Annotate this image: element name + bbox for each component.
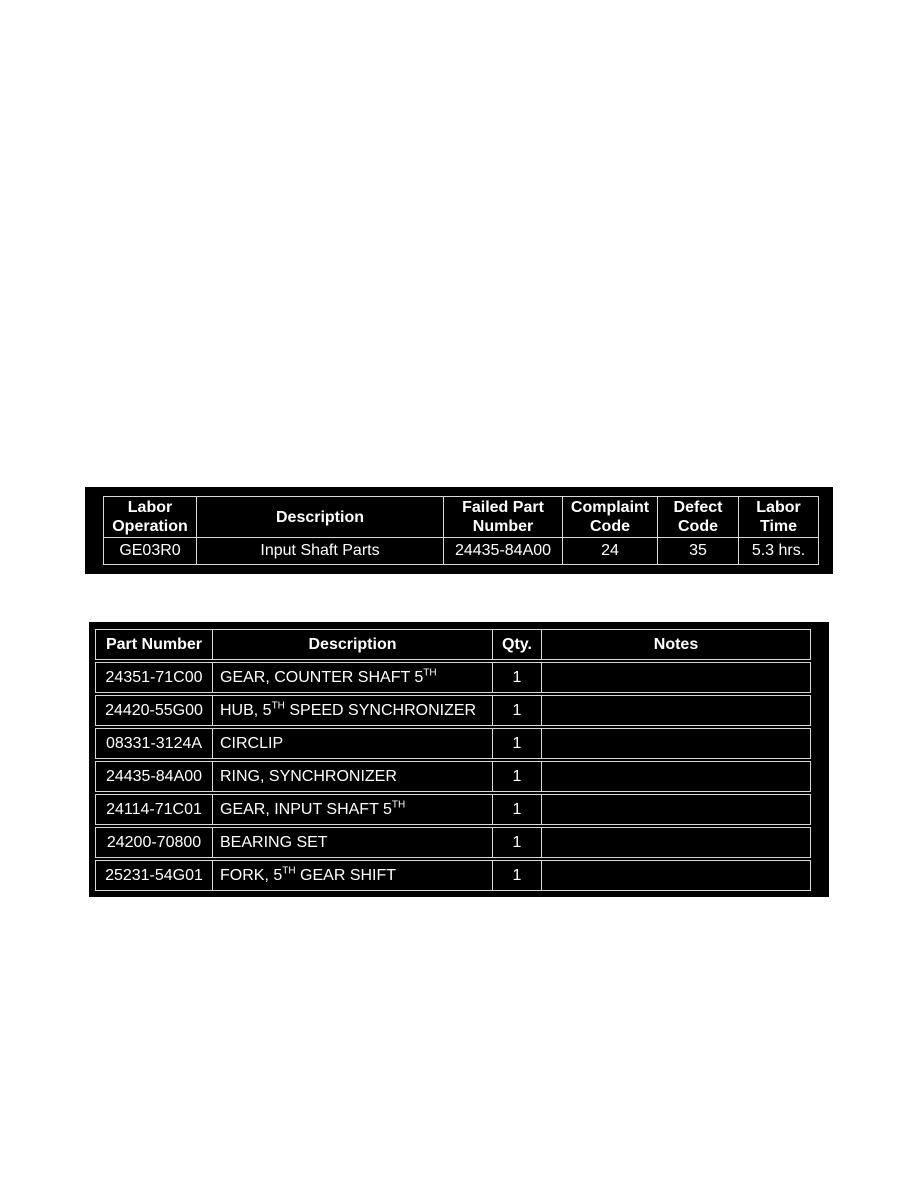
cell-notes bbox=[541, 794, 811, 825]
cell-part-number: 24200-70800 bbox=[95, 827, 212, 858]
cell-qty: 1 bbox=[492, 794, 541, 825]
cell-part-number: 25231-54G01 bbox=[95, 860, 212, 891]
cell-labor-time: 5.3 hrs. bbox=[739, 538, 819, 565]
table-row bbox=[95, 860, 811, 891]
cell-labor-operation: GE03R0 bbox=[104, 538, 197, 565]
header-parts-description: Description bbox=[212, 629, 492, 660]
cell-qty: 1 bbox=[492, 827, 541, 858]
header-description: Description bbox=[197, 497, 444, 538]
table-row bbox=[95, 761, 811, 792]
cell-parts-description: BEARING SET bbox=[212, 827, 492, 858]
cell-qty: 1 bbox=[492, 860, 541, 891]
cell-qty: 1 bbox=[492, 728, 541, 759]
parts-table-body bbox=[95, 662, 811, 891]
cell-complaint-code: 24 bbox=[563, 538, 658, 565]
header-qty: Qty. bbox=[492, 629, 541, 660]
parts-header-row bbox=[95, 629, 811, 660]
cell-description: Input Shaft Parts bbox=[197, 538, 444, 565]
cell-notes bbox=[541, 728, 811, 759]
cell-part-number: 24114-71C01 bbox=[95, 794, 212, 825]
parts-table-panel bbox=[89, 622, 829, 897]
cell-failed-part-number: 24435-84A00 bbox=[444, 538, 563, 565]
header-failed-part-number: Failed Part Number bbox=[444, 497, 563, 538]
labor-header-row bbox=[104, 497, 819, 538]
cell-defect-code: 35 bbox=[658, 538, 739, 565]
table-row bbox=[95, 662, 811, 693]
table-row bbox=[95, 695, 811, 726]
cell-parts-description: CIRCLIP bbox=[212, 728, 492, 759]
cell-parts-description: GEAR, COUNTER SHAFT 5TH bbox=[212, 662, 492, 693]
header-defect-code: Defect Code bbox=[658, 497, 739, 538]
cell-notes bbox=[541, 695, 811, 726]
table-row bbox=[95, 728, 811, 759]
cell-parts-description: RING, SYNCHRONIZER bbox=[212, 761, 492, 792]
labor-table bbox=[103, 496, 819, 565]
cell-part-number: 08331-3124A bbox=[95, 728, 212, 759]
cell-notes bbox=[541, 662, 811, 693]
cell-parts-description: HUB, 5TH SPEED SYNCHRONIZER bbox=[212, 695, 492, 726]
cell-notes bbox=[541, 761, 811, 792]
cell-part-number: 24435-84A00 bbox=[95, 761, 212, 792]
header-complaint-code: Complaint Code bbox=[563, 497, 658, 538]
cell-qty: 1 bbox=[492, 695, 541, 726]
cell-notes bbox=[541, 860, 811, 891]
cell-parts-description: FORK, 5TH GEAR SHIFT bbox=[212, 860, 492, 891]
table-row bbox=[95, 794, 811, 825]
labor-table-panel bbox=[85, 487, 833, 574]
cell-part-number: 24420-55G00 bbox=[95, 695, 212, 726]
header-labor-operation: Labor Operation bbox=[104, 497, 197, 538]
cell-qty: 1 bbox=[492, 662, 541, 693]
cell-qty: 1 bbox=[492, 761, 541, 792]
parts-table bbox=[95, 627, 811, 893]
table-row bbox=[95, 827, 811, 858]
cell-notes bbox=[541, 827, 811, 858]
header-labor-time: Labor Time bbox=[739, 497, 819, 538]
labor-data-row bbox=[104, 538, 819, 565]
header-notes: Notes bbox=[541, 629, 811, 660]
cell-parts-description: GEAR, INPUT SHAFT 5TH bbox=[212, 794, 492, 825]
cell-part-number: 24351-71C00 bbox=[95, 662, 212, 693]
header-part-number: Part Number bbox=[95, 629, 212, 660]
